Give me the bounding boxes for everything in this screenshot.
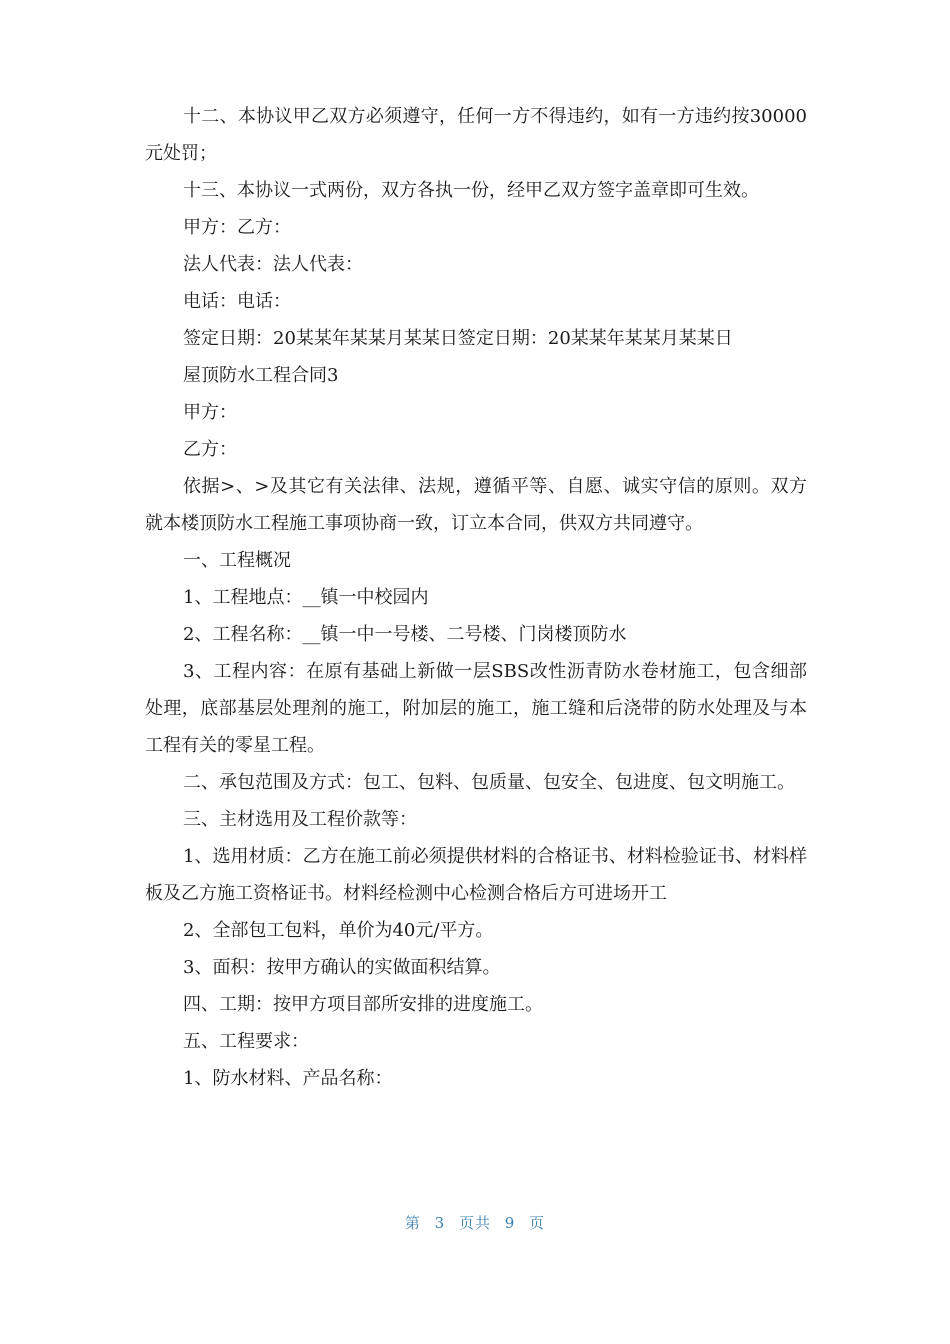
phone-line: 电话：电话： bbox=[183, 291, 291, 312]
footer-middle: 页共 bbox=[458, 1214, 491, 1232]
material-product-name: 1、防水材料、产品名称： bbox=[183, 1068, 393, 1089]
unit-price: 2、全部包工包料，单价为40元/平方。 bbox=[183, 920, 494, 941]
project-location: 1、工程地点：__镇一中校园内 bbox=[183, 587, 429, 608]
contract-scope: 二、承包范围及方式：包工、包料、包质量、包安全、包进度、包文明施工。 bbox=[183, 772, 795, 793]
party-line: 甲方：乙方： bbox=[183, 217, 291, 238]
contract-title: 屋顶防水工程合同3 bbox=[183, 365, 339, 386]
sign-date-line: 签定日期：20某某年某某月某某日签定日期：20某某年某某月某某日 bbox=[183, 328, 733, 349]
project-name: 2、工程名称：__镇一中一号楼、二号楼、门岗楼顶防水 bbox=[183, 624, 627, 645]
clause-thirteen: 十三、本协议一式两份，双方各执一份，经甲乙双方签字盖章即可生效。 bbox=[183, 180, 759, 201]
party-a-line: 甲方： bbox=[183, 402, 237, 423]
section-materials-heading: 三、主材选用及工程价款等： bbox=[183, 809, 417, 830]
area-settlement: 3、面积：按甲方确认的实做面积结算。 bbox=[183, 957, 501, 978]
party-b-line: 乙方： bbox=[183, 439, 237, 460]
schedule-clause: 四、工期：按甲方项目部所安排的进度施工。 bbox=[183, 994, 543, 1015]
document-body bbox=[145, 98, 807, 1097]
footer-suffix: 页 bbox=[529, 1214, 546, 1232]
project-content: 3、工程内容：在原有基础上新做一层SBS改性沥青防水卷材施工，包含细部处理，底部基层处理剂的施工，附加层的施工，施工缝和后浇带的防水处理及与本工程有关的零星工程。 bbox=[145, 661, 807, 756]
footer-total-pages: 9 bbox=[504, 1214, 516, 1232]
section-requirements-heading: 五、工程要求： bbox=[183, 1031, 309, 1052]
clause-twelve: 十二、本协议甲乙双方必须遵守，任何一方不得违约，如有一方违约按30000元处罚； bbox=[145, 106, 807, 164]
legal-rep-line: 法人代表：法人代表： bbox=[183, 254, 363, 275]
page-footer bbox=[0, 1212, 950, 1233]
basis-paragraph: 依据>、>及其它有关法律、法规，遵循平等、自愿、诚实守信的原则。双方就本楼顶防水工程施工事项协商一致，订立本合同，供双方共同遵守。 bbox=[145, 476, 807, 534]
section-overview-heading: 一、工程概况 bbox=[183, 550, 291, 571]
material-selection: 1、选用材质：乙方在施工前必须提供材料的合格证书、材料检验证书、材料样板及乙方施工资格证书。材料经检测中心检测合格后方可进场开工 bbox=[145, 846, 807, 904]
footer-prefix: 第 bbox=[404, 1214, 421, 1232]
footer-current-page: 3 bbox=[434, 1214, 446, 1232]
